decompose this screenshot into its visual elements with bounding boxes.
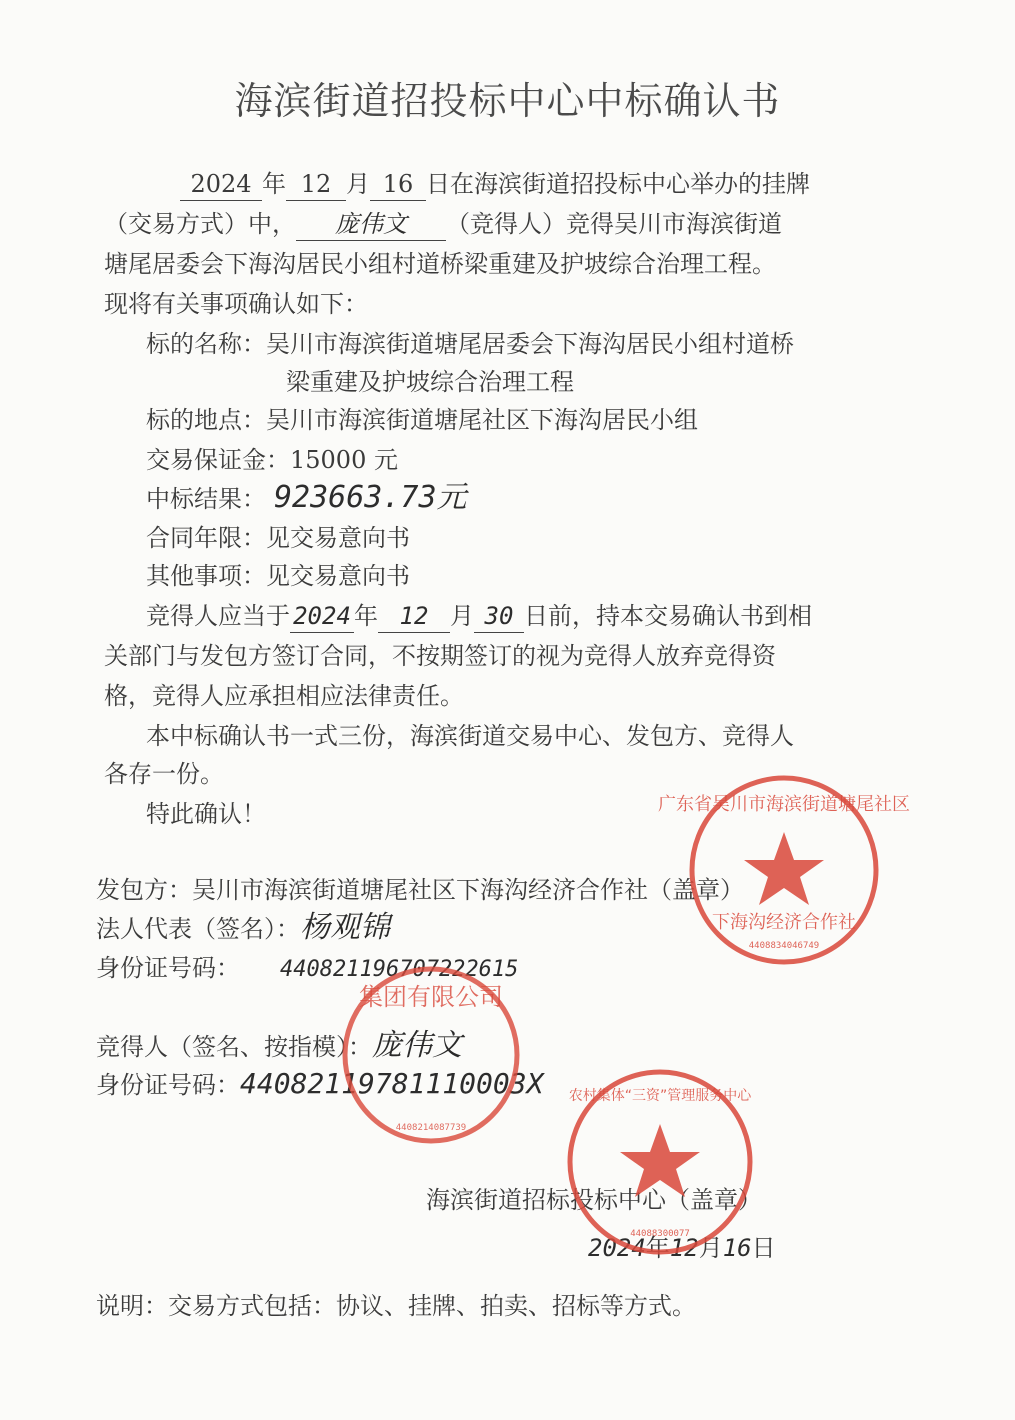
item-term-value: 见交易意向书: [266, 524, 410, 552]
svg-text:4408834046749: 4408834046749: [748, 941, 820, 951]
bidder-name-handwritten: 庞伟文: [296, 208, 446, 241]
para1-line3: 塘尾居委会下海沟居民小组村道桥梁重建及护坡综合治理工程。: [104, 250, 776, 278]
deadline-year: 2024: [290, 600, 354, 633]
winner-seal: [336, 960, 526, 1150]
para2-line2: 关部门与发包方签订合同，不按期签订的视为竞得人放弃竞得资: [104, 642, 776, 670]
item-result-handwritten: 923663.73元: [274, 480, 467, 515]
item-other: [146, 560, 410, 592]
employer-rep-signature: 杨观锦: [300, 911, 390, 944]
para3-line2: 各存一份。: [104, 760, 224, 788]
para1-line1: [180, 168, 810, 201]
para1-line4: 现将有关事项确认如下：: [104, 290, 368, 318]
date-month: 12: [286, 168, 346, 201]
item-other-label: 其他事项：: [146, 562, 266, 590]
employer-id-label: 身份证号码：: [96, 954, 240, 982]
date-day: 16: [370, 168, 426, 201]
center-date-m: 月: [698, 1234, 723, 1262]
employer-rep-line: [96, 912, 390, 945]
page-title: 海滨街道招投标中心中标确认书: [234, 79, 781, 123]
para2-b: 日前，持本交易确认书到相: [524, 602, 812, 630]
winner-signature: 庞伟文: [372, 1029, 462, 1062]
center-date-year: 2024: [588, 1234, 646, 1262]
item-term-label: 合同年限：: [146, 524, 266, 552]
para1-tail: 日在海滨街道招投标中心举办的挂牌: [426, 170, 810, 198]
para1-line2: [104, 208, 782, 241]
item-deposit-label: 交易保证金：: [146, 446, 290, 474]
center-label: 海滨街道招标投标中心（盖章）: [426, 1186, 762, 1214]
item-deposit: [146, 444, 398, 476]
item-deposit-value: 15000 元: [290, 446, 398, 474]
center-seal: [562, 1064, 758, 1260]
item-name-value: 吴川市海滨街道塘尾居委会下海沟居民小组村道桥: [266, 330, 794, 358]
deadline-m-unit: 月: [450, 602, 474, 630]
footnote: 说明：交易方式包括：协议、挂牌、拍卖、招标等方式。: [96, 1292, 696, 1320]
winner-id-label: 身份证号码：: [96, 1071, 240, 1099]
item-location-label: 标的地点：: [146, 406, 266, 434]
para1-line2-b: （竞得人）竞得吴川市海滨街道: [446, 210, 782, 238]
para2-line1: [146, 600, 812, 633]
item-term: [146, 522, 410, 554]
item-other-value: 见交易意向书: [266, 562, 410, 590]
month-unit: 月: [346, 170, 370, 198]
winner-label: 竞得人（签名、按指模）：: [96, 1033, 372, 1061]
center-date-day: 16: [722, 1234, 752, 1262]
svg-text:44088300077: 44088300077: [630, 1229, 690, 1239]
svg-text:农村集体“三资”管理服务中心: 农村集体“三资”管理服务中心: [568, 1088, 752, 1104]
employer-line: [96, 874, 744, 906]
para3-line1: 本中标确认书一式三份，海滨街道交易中心、发包方、竞得人: [146, 722, 794, 750]
svg-text:集团有限公司: 集团有限公司: [359, 983, 503, 1011]
employer-id-handwritten: 440821196707222615: [280, 957, 519, 982]
employer-rep-label: 法人代表（签名）：: [96, 915, 300, 943]
item-name: [146, 328, 794, 360]
para2-a: 竞得人应当于: [146, 602, 290, 630]
item-location: [146, 404, 698, 436]
deadline-day: 30: [474, 600, 524, 633]
deadline-month: 12: [378, 600, 450, 633]
item-location-value: 吴川市海滨街道塘尾社区下海沟居民小组: [266, 406, 698, 434]
employer-label: 发包方：: [96, 876, 192, 904]
winner-id-handwritten: 44082119781110003X: [240, 1067, 544, 1100]
year-unit: 年: [262, 170, 286, 198]
item-result: [146, 482, 467, 515]
svg-text:下海沟经济合作社: 下海沟经济合作社: [712, 912, 856, 933]
para2-line3: 格，竞得人应承担相应法律责任。: [104, 682, 464, 710]
center-date-d: 日: [751, 1234, 776, 1262]
confirm-text: 特此确认！: [146, 800, 266, 828]
svg-text:4408214087739: 4408214087739: [395, 1123, 467, 1133]
item-result-label: 中标结果：: [146, 485, 266, 513]
svg-text:广东省吴川市海滨街道塘尾社区: 广东省吴川市海滨街道塘尾社区: [658, 794, 910, 815]
trade-method: （交易方式）中，: [104, 210, 296, 238]
date-year: 2024: [180, 168, 262, 201]
center-date-month: 12: [669, 1234, 699, 1262]
employer-value: 吴川市海滨街道塘尾社区下海沟经济合作社（盖章）: [192, 876, 744, 904]
item-name-label: 标的名称：: [146, 330, 266, 358]
center-date-y: 年: [645, 1234, 670, 1262]
employer-seal: [658, 770, 910, 970]
item-name-value-2: 梁重建及护坡综合治理工程: [286, 368, 574, 396]
deadline-y-unit: 年: [354, 602, 378, 630]
